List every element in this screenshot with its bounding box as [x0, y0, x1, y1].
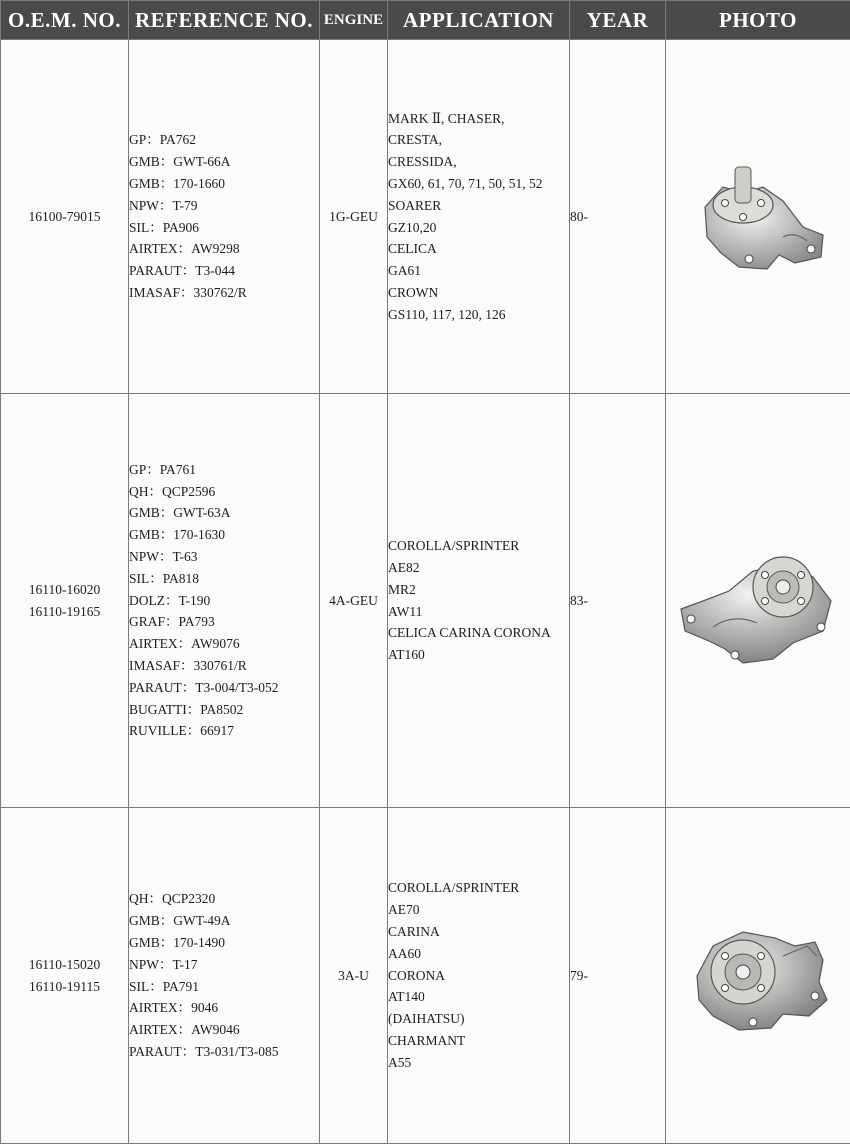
- year-header: YEAR: [570, 1, 666, 40]
- reference-number: PARAUT：T3-031/T3-085: [129, 1041, 319, 1063]
- reference-number: GMB：GWT-49A: [129, 910, 319, 932]
- oem-number: 16110-19165: [1, 601, 128, 623]
- year-cell: 79-: [570, 808, 666, 1144]
- engine-header: ENGINE: [320, 1, 388, 40]
- reference-cell: [129, 808, 320, 1144]
- reference-number: NPW：T-63: [129, 546, 319, 568]
- table-row: [1, 394, 850, 808]
- photo-cell: [666, 394, 850, 808]
- oem-number: 16110-16020: [1, 579, 128, 601]
- reference-number: DOLZ：T-190: [129, 590, 319, 612]
- application-line: CELICA: [388, 238, 569, 260]
- table-row: [1, 40, 850, 394]
- application-line: AA60: [388, 943, 569, 965]
- oem-header: O.E.M. NO.: [1, 1, 129, 40]
- reference-number: IMASAF：330762/R: [129, 282, 319, 304]
- reference-header: REFERENCE NO.: [129, 1, 320, 40]
- photo-cell: [666, 40, 850, 394]
- reference-number: AIRTEX：9046: [129, 997, 319, 1019]
- application-line: A55: [388, 1052, 569, 1074]
- oem-cell: [1, 394, 129, 808]
- engine-cell: 1G-GEU: [320, 40, 388, 394]
- photo-cell: [666, 808, 850, 1144]
- reference-number: GP：PA762: [129, 129, 319, 151]
- application-line: GA61: [388, 260, 569, 282]
- application-line: CELICA CARINA CORONA: [388, 622, 569, 644]
- reference-number: AIRTEX：AW9298: [129, 238, 319, 260]
- photo-header: PHOTO: [666, 1, 850, 40]
- reference-number: GMB：GWT-66A: [129, 151, 319, 173]
- application-line: CHARMANT: [388, 1030, 569, 1052]
- application-line: GS110, 117, 120, 126: [388, 304, 569, 326]
- application-line: AE82: [388, 557, 569, 579]
- year-cell: 83-: [570, 394, 666, 808]
- application-line: SOARER: [388, 195, 569, 217]
- water-pump-photo: [673, 531, 843, 671]
- application-line: MR2: [388, 579, 569, 601]
- reference-number: GMB：170-1630: [129, 524, 319, 546]
- reference-number: NPW：T-79: [129, 195, 319, 217]
- engine-cell: 4A-GEU: [320, 394, 388, 808]
- reference-cell: [129, 394, 320, 808]
- reference-number: GMB：GWT-63A: [129, 502, 319, 524]
- water-pump-photo: [683, 157, 833, 277]
- oem-number: 16110-19115: [1, 976, 128, 998]
- application-line: CROWN: [388, 282, 569, 304]
- application-line: CARINA: [388, 921, 569, 943]
- oem-cell: [1, 40, 129, 394]
- reference-number: GRAF：PA793: [129, 611, 319, 633]
- table-row: [1, 808, 850, 1144]
- reference-number: GP：PA761: [129, 459, 319, 481]
- oem-number: 16100-79015: [1, 206, 128, 228]
- reference-number: AIRTEX：AW9046: [129, 1019, 319, 1041]
- oem-cell: [1, 808, 129, 1144]
- reference-number: PARAUT：T3-004/T3-052: [129, 677, 319, 699]
- reference-number: QH：QCP2596: [129, 481, 319, 503]
- reference-number: PARAUT：T3-044: [129, 260, 319, 282]
- application-line: CRESTA,: [388, 129, 569, 151]
- engine-cell: 3A-U: [320, 808, 388, 1144]
- application-header: APPLICATION: [388, 1, 570, 40]
- application-line: COROLLA/SPRINTER: [388, 535, 569, 557]
- year-cell: 80-: [570, 40, 666, 394]
- header-row: [1, 1, 850, 40]
- application-line: AT160: [388, 644, 569, 666]
- application-line: (DAIHATSU): [388, 1008, 569, 1030]
- application-line: AW11: [388, 601, 569, 623]
- application-line: AT140: [388, 986, 569, 1008]
- reference-number: AIRTEX：AW9076: [129, 633, 319, 655]
- application-line: GZ10,20: [388, 217, 569, 239]
- reference-number: SIL：PA906: [129, 217, 319, 239]
- reference-number: BUGATTI：PA8502: [129, 699, 319, 721]
- application-cell: [388, 808, 570, 1144]
- reference-number: QH：QCP2320: [129, 888, 319, 910]
- application-line: COROLLA/SPRINTER: [388, 877, 569, 899]
- reference-number: IMASAF：330761/R: [129, 655, 319, 677]
- reference-number: SIL：PA818: [129, 568, 319, 590]
- reference-number: GMB：170-1660: [129, 173, 319, 195]
- application-line: CRESSIDA,: [388, 151, 569, 173]
- reference-number: NPW：T-17: [129, 954, 319, 976]
- application-cell: [388, 40, 570, 394]
- reference-number: RUVILLE：66917: [129, 720, 319, 742]
- oem-number: 16110-15020: [1, 954, 128, 976]
- application-line: GX60, 61, 70, 71, 50, 51, 52: [388, 173, 569, 195]
- application-line: MARK Ⅱ, CHASER,: [388, 108, 569, 130]
- reference-number: SIL：PA791: [129, 976, 319, 998]
- water-pump-photo: [683, 916, 833, 1036]
- application-cell: [388, 394, 570, 808]
- reference-cell: [129, 40, 320, 394]
- application-line: CORONA: [388, 965, 569, 987]
- application-line: AE70: [388, 899, 569, 921]
- reference-number: GMB：170-1490: [129, 932, 319, 954]
